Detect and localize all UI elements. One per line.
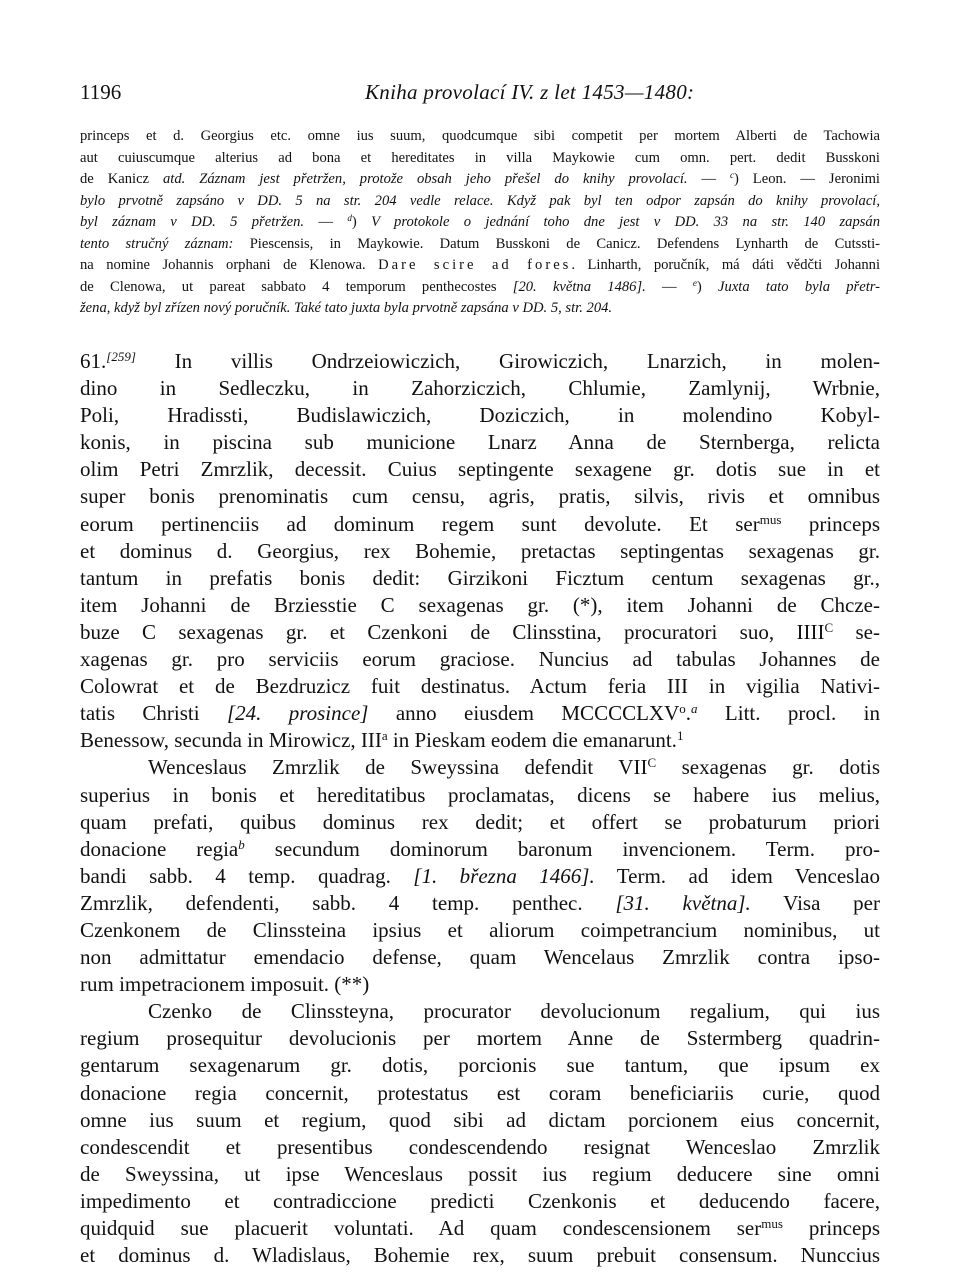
- superscript: a: [691, 701, 698, 717]
- text-line: [80, 917, 880, 944]
- footnote-apparatus: [80, 126, 880, 320]
- running-header: [80, 80, 880, 108]
- text-run: et dominus d. Georgius, rex Bohemie, pretactas septingentas sexagenas gr.: [80, 538, 880, 563]
- text-run: bylo prvotně zapsáno v DD. 5 na str. 204 vedle relace. Když pak byl ten odpor zapsán do knihy provolací,: [80, 192, 880, 209]
- text-line: [80, 700, 880, 727]
- text-run: quidquid sue placuerit voluntati. Ad quam condescensionem ser: [80, 1216, 762, 1240]
- text-run: ): [351, 214, 372, 230]
- page-number: 1196: [80, 80, 122, 104]
- text-run: in Pieskam eodem die emanarunt.: [387, 728, 677, 753]
- text-run: bandi sabb. 4 temp. quadrag.: [80, 863, 414, 888]
- text-run: —: [687, 171, 730, 187]
- text-run: Litt. procl. in: [697, 701, 880, 726]
- text-line: [80, 483, 880, 510]
- text-line: [80, 456, 880, 483]
- text-run: [31. května].: [615, 890, 751, 915]
- text-line: [80, 646, 880, 673]
- text-run: Czenko de Clinssteyna, procurator devolucionum regalium, qui ius: [148, 999, 880, 1024]
- text-run: anno eiusdem MCCCCLXV: [368, 701, 680, 726]
- note-line: [80, 148, 880, 170]
- text-run: eorum pertinenciis ad dominum regem sunt devolute. Et ser: [80, 511, 760, 536]
- text-run: de Clenowa, ut pareat sabbato 4 temporum penthecostes: [80, 278, 513, 295]
- text-line: [80, 375, 880, 402]
- text-run: Visa per: [750, 890, 880, 915]
- text-run: Piescensis, in Maykowie. Datum Busskoni de Canicz. Defendens Lynharth de Cutssti-: [233, 235, 880, 252]
- text-run: In villis Ondrzeiowiczich, Girowiczich, Lnarzich, in molen-: [135, 349, 880, 373]
- text-line: [80, 1242, 880, 1269]
- text-line: [80, 809, 880, 836]
- text-run: Czenkonem de Clinssteina ipsius et aliorum coimpetrancium nominibus, ut: [80, 917, 880, 942]
- text-run: regium prosequitur devolucionis per mortem Anne de Sstermberg quadrin-: [80, 1026, 880, 1051]
- text-line: [80, 348, 880, 375]
- note-line: [80, 234, 880, 256]
- text-run: princeps: [781, 511, 880, 536]
- text-line: [80, 1080, 880, 1107]
- text-run: . Linharth, poručník, má dáti vědčti Johanni: [571, 257, 880, 273]
- text-run: Dare scire ad fores: [378, 257, 572, 273]
- superscript: 1: [676, 728, 684, 744]
- text-line: [80, 592, 880, 619]
- text-run: konis, in piscina sub municione Lnarz Anna de Sternberga, relicta: [80, 430, 880, 455]
- text-run: secundum dominorum baronum invencionem. Term. pro-: [244, 836, 880, 861]
- text-run: impedimento et contradiccione predicti Czenkonis et deducendo facere,: [80, 1188, 880, 1213]
- text-line: [80, 619, 880, 646]
- superscript: d: [347, 213, 352, 224]
- text-line: [80, 836, 880, 863]
- text-run: atd. Záznam jest přetržen, protože obsah jeho přešel do knihy provolací.: [162, 171, 688, 187]
- text-run: [1. března 1466].: [413, 863, 595, 888]
- text-run: .: [685, 701, 692, 726]
- text-run: sexagenas gr. dotis: [656, 755, 880, 780]
- superscript: a: [381, 728, 388, 744]
- text-run: [24. prosince]: [226, 701, 369, 726]
- text-line: [80, 754, 880, 781]
- text-line: [80, 1215, 880, 1242]
- text-run: superius in bonis et hereditatibus proclamatas, dicens se habere ius melius,: [80, 782, 880, 807]
- superscript: c: [730, 170, 735, 181]
- text-run: Benessow, secunda in Mirowicz, III: [80, 728, 382, 753]
- main-text: [80, 348, 880, 1269]
- text-run: na nomine Johannis orphani de Klenowa.: [80, 257, 379, 273]
- superscript: e: [692, 277, 697, 288]
- text-run: V protokole o jednání toho dne jest v DD. 33 na str. 140 zapsán: [371, 214, 881, 230]
- text-line: [80, 429, 880, 456]
- note-line: [80, 126, 880, 148]
- text-run: donacione regia concernit, protestatus est coram beneficiariis curie, quod: [80, 1080, 880, 1105]
- text-run: omne ius suum et regium, quod sibi ad dictam porcionem eius concernit,: [80, 1107, 880, 1132]
- text-run: buze C sexagenas gr. et Czenkoni de Clinsstina, procuratori suo, IIII: [80, 619, 825, 644]
- text-run: Term. ad idem Venceslao: [594, 863, 880, 888]
- text-run: et dominus d. Wladislaus, Bohemie rex, suum prebuit consensum. Nunccius: [80, 1243, 880, 1268]
- text-run: princeps et d. Georgius etc. omne ius suum, quodcumque sibi competit per mortem Alberti de Tachowia: [80, 128, 880, 144]
- text-run: gentarum sexagenarum gr. dotis, porcionis sue tantum, que ipsum ex: [80, 1053, 880, 1078]
- text-run: se-: [833, 619, 880, 644]
- note-line: [80, 212, 880, 234]
- superscript: mus: [759, 511, 782, 527]
- text-run: —: [645, 278, 693, 295]
- text-run: super bonis prenominatis cum censu, agris, pratis, silvis, rivis et omnibus: [80, 484, 880, 509]
- text-run: princeps: [782, 1216, 880, 1240]
- text-run: tatis Christi: [80, 701, 227, 726]
- text-line: [80, 1134, 880, 1161]
- text-run: item Johanni de Brziesstie C sexagenas gr. (*), item Johanni de Chcze-: [80, 592, 880, 617]
- entry-number: 61.: [80, 349, 107, 373]
- text-run: de Sweyssina, ut ipse Wenceslaus possit ius regium deducere sine omni: [80, 1161, 880, 1186]
- text-run: —: [304, 214, 348, 230]
- text-line: [80, 402, 880, 429]
- text-run: de Kanicz: [80, 171, 163, 187]
- note-line: [80, 298, 880, 320]
- note-line: [80, 169, 880, 191]
- superscript: C: [647, 755, 657, 771]
- text-run: Juxta tato byla přetr-: [718, 278, 880, 295]
- text-line: [80, 998, 880, 1025]
- text-run: olim Petri Zmrzlik, decessit. Cuius septingente sexagene gr. dotis sue in et: [80, 457, 880, 482]
- text-run: [20. května 1486].: [512, 278, 646, 295]
- text-run: ): [696, 278, 719, 295]
- text-line: [80, 971, 880, 998]
- text-run: xagenas gr. pro serviciis eorum graciose. Nuncius ad tabulas Johannes de: [80, 647, 880, 672]
- text-line: [80, 727, 880, 754]
- text-run: ) Leon. — Jeronimi: [734, 171, 880, 187]
- text-line: [80, 1025, 880, 1052]
- text-line: [80, 944, 880, 971]
- note-line: [80, 277, 880, 299]
- note-line: [80, 191, 880, 213]
- superscript: o: [679, 701, 686, 717]
- text-line: [80, 782, 880, 809]
- text-line: [80, 1188, 880, 1215]
- text-run: donacione regia: [80, 836, 239, 861]
- text-run: Colowrat et de Bezdruzicz fuit destinatus. Actum feria III in vigilia Nativi-: [80, 674, 880, 699]
- text-run: rum impetracionem imposuit. (**): [80, 972, 370, 997]
- text-run: Zmrzlik, defendenti, sabb. 4 temp. penthec.: [80, 890, 616, 915]
- text-run: non admittatur emendacio defense, quam Wencelaus Zmrzlik contra ipso-: [80, 945, 880, 970]
- text-run: dino in Sedleczku, in Zahorziczich, Chlumie, Zamlynij, Wrbnie,: [80, 376, 880, 401]
- text-run: aut cuiuscumque alterius ad bona et hereditates in villa Maykowie cum omn. pert. dedit Busskoni: [80, 149, 880, 166]
- text-run: tento stručný záznam:: [80, 235, 234, 252]
- superscript: mus: [761, 1215, 783, 1231]
- text-run: byl záznam v DD. 5 přetržen.: [80, 214, 305, 230]
- text-run: žena, když byl zřízen nový poručník. Také tato juxta byla prvotně zapsána v DD. 5, str. 204.: [80, 300, 613, 316]
- text-line: [80, 511, 880, 538]
- text-run: Wenceslaus Zmrzlik de Sweyssina defendit VII: [148, 755, 648, 780]
- text-run: tantum in prefatis bonis dedit: Girzikoni Ficztum centum sexagenas gr.,: [80, 565, 880, 590]
- note-line: [80, 255, 880, 277]
- running-title: Kniha provolací IV. z let 1453—1480:: [365, 80, 695, 104]
- text-line: [80, 890, 880, 917]
- text-line: [80, 1161, 880, 1188]
- superscript: C: [824, 619, 834, 635]
- entry-reference: [259]: [106, 348, 136, 364]
- text-line: [80, 1107, 880, 1134]
- text-line: [80, 863, 880, 890]
- text-line: [80, 538, 880, 565]
- text-line: [80, 565, 880, 592]
- superscript: b: [238, 836, 245, 852]
- text-run: condescendit et presentibus condescendendo resignat Wenceslao Zmrzlik: [80, 1134, 880, 1159]
- text-run: quam prefati, quibus dominus rex dedit; et offert se probaturum priori: [80, 809, 880, 834]
- text-line: [80, 673, 880, 700]
- text-line: [80, 1052, 880, 1079]
- text-run: Poli, Hradissti, Budislawiczich, Doziczich, in molendino Kobyl-: [80, 403, 880, 428]
